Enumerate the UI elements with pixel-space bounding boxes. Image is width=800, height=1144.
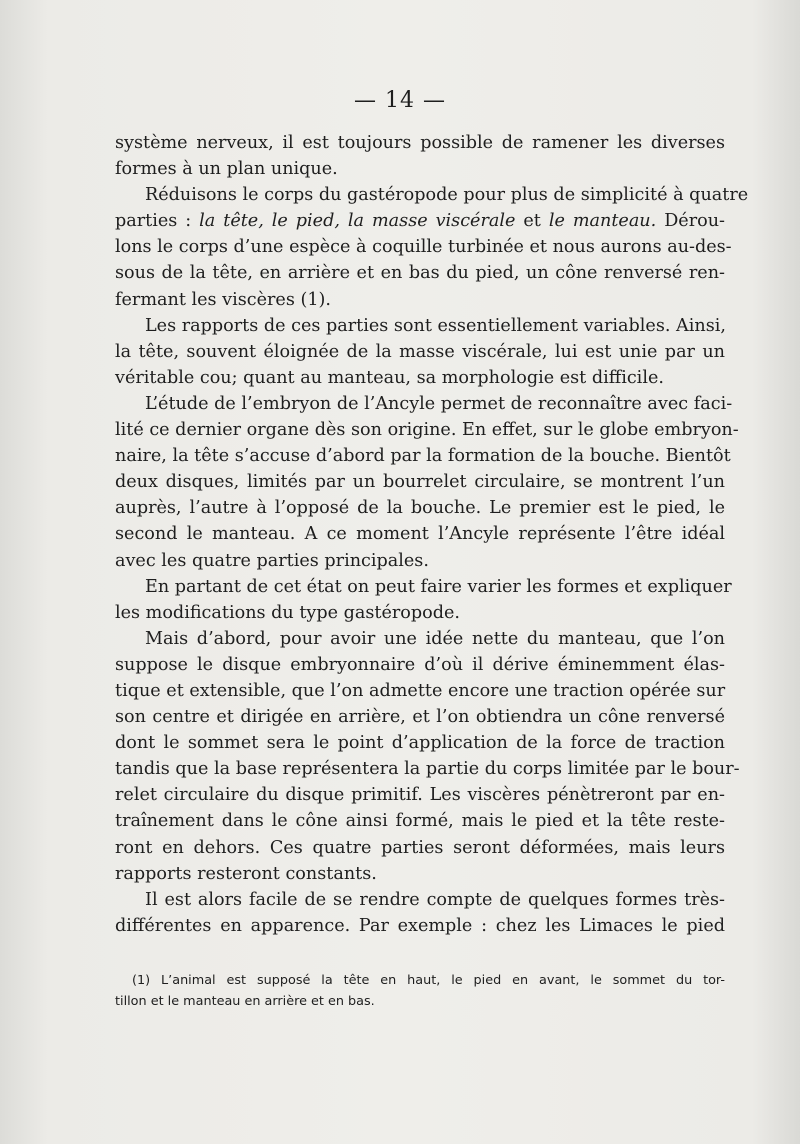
- text-segment: et: [515, 211, 549, 232]
- text-line: Mais d’abord, pour avoir une idée nette du manteau, que l’on: [145, 628, 725, 649]
- footnote-line: (1) L’animal est supposé la tête en haut, le pied en avant, le sommet du tor-: [132, 973, 725, 988]
- text-line: second le manteau. A ce moment l’Ancyle représente l’être idéal: [115, 524, 725, 545]
- text-line: tique et extensible, que l’on admette encore une traction opérée sur: [115, 680, 726, 701]
- text-line: véritable cou; quant au manteau, sa morphologie est difficile.: [115, 367, 664, 388]
- text-line: formes à un plan unique.: [115, 159, 338, 180]
- main-text: [115, 130, 749, 939]
- text-line: les modifications du type gastéropode.: [115, 602, 460, 623]
- text-line: système nerveux, il est toujours possible de ramener les diverses: [115, 133, 725, 153]
- italic-terms: la tête, le pied, la masse viscérale: [199, 211, 516, 232]
- text-line: fermant les viscères (1).: [115, 289, 331, 310]
- text-line: rapports resteront constants.: [115, 863, 377, 884]
- text-line: relet circulaire du disque primitif. Les viscères pénètreront par en-: [115, 785, 725, 806]
- text-line: deux disques, limités par un bourrelet circulaire, se montrent l’un: [115, 472, 725, 493]
- text-line: Les rapports de ces parties sont essentiellement variables. Ainsi,: [145, 315, 726, 336]
- text-segment: parties :: [115, 211, 200, 232]
- text-line: Il est alors facile de se rendre compte de quelques formes très-: [145, 889, 725, 910]
- text-line: la tête, souvent éloignée de la masse viscérale, lui est unie par un: [115, 341, 725, 362]
- italic-term: le manteau.: [548, 211, 657, 232]
- text-line: son centre et dirigée en arrière, et l’on obtiendra un cône renversé: [115, 707, 725, 728]
- text-line: auprès, l’autre à l’opposé de la bouche. Le premier est le pied, le: [115, 498, 725, 519]
- text-line: ront en dehors. Ces quatre parties seront déformées, mais leurs: [115, 837, 725, 858]
- text-line-mixed: [115, 208, 725, 234]
- text-line: dont le sommet sera le point d’application de la force de traction: [115, 733, 725, 754]
- footnote: [115, 970, 725, 1012]
- text-line: suppose le disque embryonnaire d’où il dérive éminemment élas-: [115, 654, 725, 675]
- text-line: sous de la tête, en arrière et en bas du pied, un cône renversé ren-: [115, 263, 725, 284]
- text-line: lité ce dernier organe dès son origine. En effet, sur le globe embryon-: [115, 420, 739, 441]
- text-line: traînement dans le cône ainsi formé, mais le pied et la tête reste-: [115, 811, 725, 832]
- text-line: En partant de cet état on peut faire varier les formes et expliquer: [145, 576, 732, 597]
- text-line: lons le corps d’une espèce à coquille turbinée et nous aurons au-des-: [115, 237, 732, 258]
- text-line: Réduisons le corps du gastéropode pour plus de simplicité à quatre: [145, 185, 749, 206]
- text-segment: Dérou-: [656, 211, 725, 232]
- text-line: avec les quatre parties principales.: [115, 550, 429, 571]
- page-number: — 14 —: [354, 88, 446, 113]
- text-line: L’étude de l’embryon de l’Ancyle permet de reconnaître avec faci-: [145, 393, 733, 414]
- footnote-line: tillon et le manteau en arrière et en bas.: [115, 994, 375, 1009]
- text-line: différentes en apparence. Par exemple : chez les Limaces le pied: [115, 915, 725, 936]
- text-line: naire, la tête s’accuse d’abord par la formation de la bouche. Bientôt: [115, 446, 731, 467]
- text-line: tandis que la base représentera la partie du corps limitée par le bour-: [115, 759, 740, 780]
